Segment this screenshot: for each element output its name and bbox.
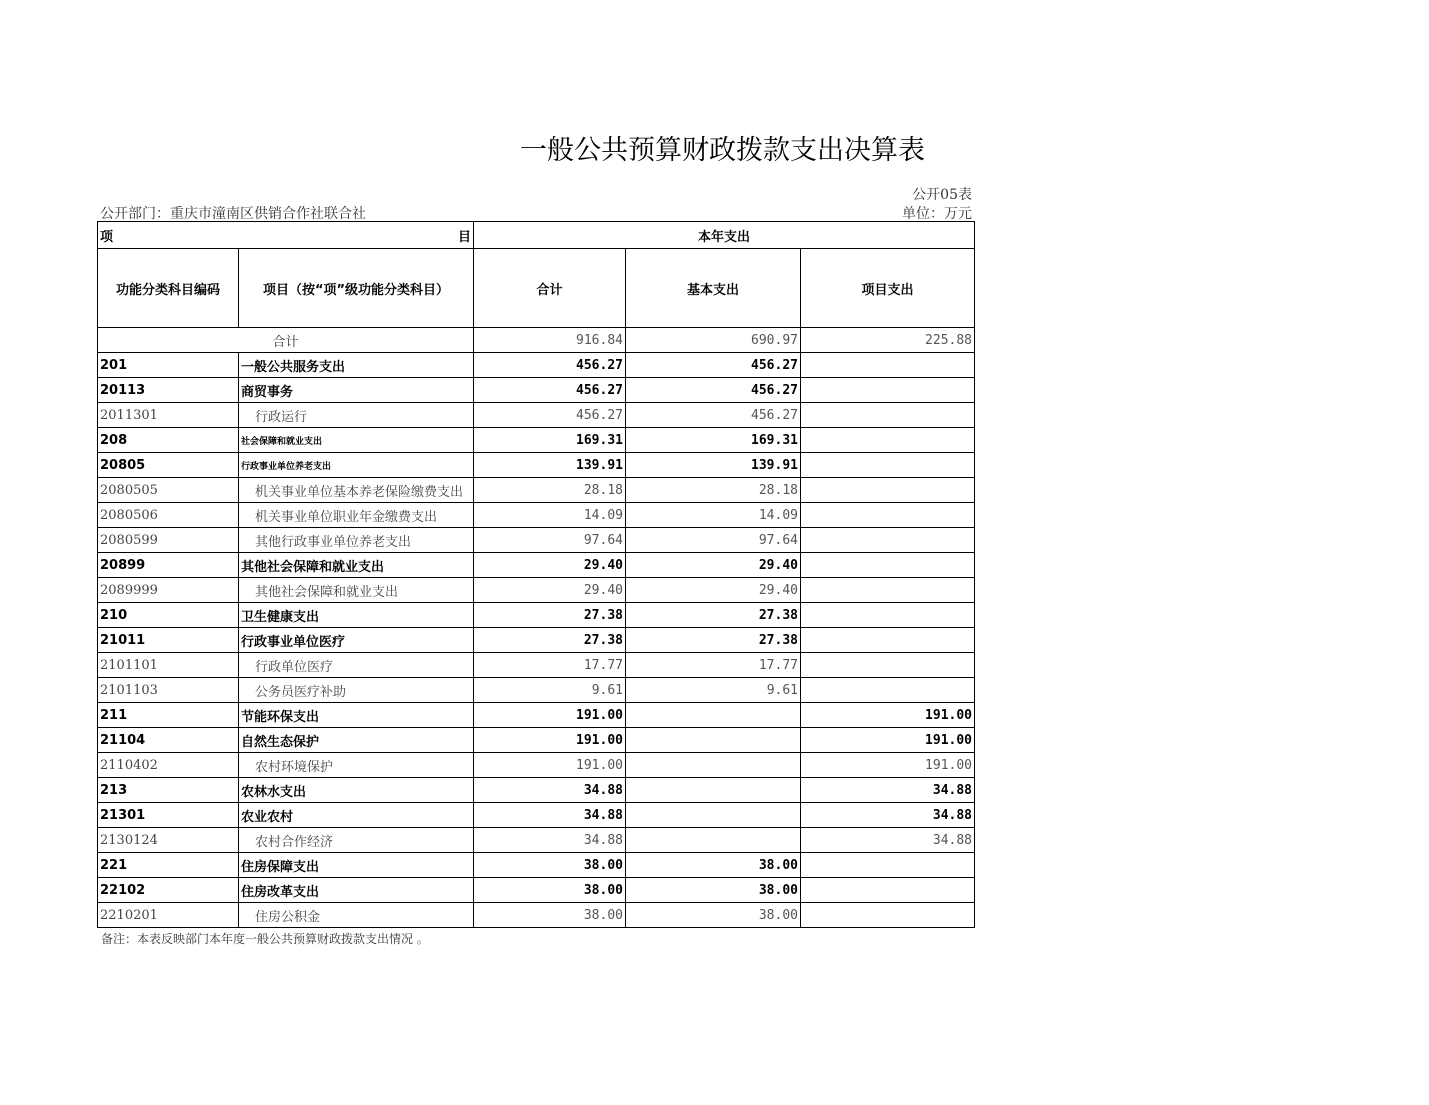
row-name: 社会保障和就业支出 [239,428,474,453]
row-name: 农林水支出 [239,778,474,803]
row-project [801,478,975,503]
table-row [98,578,975,603]
row-total: 34.88 [474,778,626,803]
table-row [98,353,975,378]
row-total: 456.27 [474,378,626,403]
row-total: 191.00 [474,703,626,728]
row-basic [626,728,801,753]
row-total: 169.31 [474,428,626,453]
row-total: 29.40 [474,578,626,603]
row-project: 191.00 [801,728,975,753]
row-code: 2080505 [98,478,239,503]
row-total: 29.40 [474,553,626,578]
row-code: 20899 [98,553,239,578]
row-project [801,903,975,928]
row-code: 201 [98,353,239,378]
table-row [98,903,975,928]
basic-header: 基本支出 [626,249,801,328]
row-project [801,528,975,553]
row-project [801,628,975,653]
total-sum: 916.84 [474,328,626,353]
year-expense-header: 本年支出 [474,222,975,249]
row-basic [626,803,801,828]
table-row [98,678,975,703]
table-row [98,803,975,828]
item-header-cell [98,222,474,249]
table-row [98,553,975,578]
row-basic: 97.64 [626,528,801,553]
row-project [801,503,975,528]
row-basic: 456.27 [626,403,801,428]
row-basic: 9.61 [626,678,801,703]
row-name: 行政事业单位医疗 [239,628,474,653]
row-name: 公务员医疗补助 [239,678,474,703]
row-name: 其他行政事业单位养老支出 [239,528,474,553]
table-row [98,653,975,678]
row-basic: 27.38 [626,628,801,653]
row-code: 21104 [98,728,239,753]
row-project [801,603,975,628]
row-basic: 29.40 [626,578,801,603]
row-code: 211 [98,703,239,728]
row-project: 34.88 [801,778,975,803]
page-title: 一般公共预算财政拨款支出决算表 [520,135,925,166]
row-basic: 38.00 [626,878,801,903]
row-project: 34.88 [801,828,975,853]
unit-label: 单位：万元 [902,206,972,222]
row-total: 38.00 [474,903,626,928]
table-row [98,603,975,628]
row-code: 210 [98,603,239,628]
row-total: 191.00 [474,753,626,778]
row-code: 22102 [98,878,239,903]
code-header: 功能分类科目编码 [98,249,239,328]
department-label: 公开部门：重庆市潼南区供销合作社联合社 [100,206,366,222]
row-basic [626,703,801,728]
project-expense-header: 项目支出 [801,249,975,328]
table-row [98,778,975,803]
row-basic: 17.77 [626,653,801,678]
row-project: 34.88 [801,803,975,828]
row-project [801,578,975,603]
row-basic: 28.18 [626,478,801,503]
row-total: 456.27 [474,353,626,378]
row-total: 27.38 [474,628,626,653]
total-basic: 690.97 [626,328,801,353]
row-project [801,378,975,403]
row-name: 自然生态保护 [239,728,474,753]
row-code: 2101103 [98,678,239,703]
row-name: 机关事业单位基本养老保险缴费支出 [239,478,474,503]
row-name: 农业农村 [239,803,474,828]
row-code: 2080506 [98,503,239,528]
footnote: 备注：本表反映部门本年度一般公共预算财政拨款支出情况 。 [101,932,429,946]
row-project [801,428,975,453]
row-total: 456.27 [474,403,626,428]
row-name: 其他社会保障和就业支出 [239,578,474,603]
row-name: 一般公共服务支出 [239,353,474,378]
header-row-2 [98,249,975,328]
row-basic: 14.09 [626,503,801,528]
table-row [98,878,975,903]
row-name: 商贸事务 [239,378,474,403]
table-row [98,528,975,553]
row-code: 20805 [98,453,239,478]
row-total: 17.77 [474,653,626,678]
row-code: 20113 [98,378,239,403]
row-basic: 456.27 [626,378,801,403]
row-name: 卫生健康支出 [239,603,474,628]
row-project: 191.00 [801,703,975,728]
row-code: 2011301 [98,403,239,428]
row-code: 2089999 [98,578,239,603]
row-basic: 38.00 [626,853,801,878]
row-code: 2101101 [98,653,239,678]
row-code: 21011 [98,628,239,653]
total-row [98,328,975,353]
row-total: 97.64 [474,528,626,553]
row-project [801,878,975,903]
row-name: 农村合作经济 [239,828,474,853]
item-header-right: 目 [457,229,471,245]
row-code: 2080599 [98,528,239,553]
item-header-left: 项 [100,229,114,245]
row-code: 208 [98,428,239,453]
row-name: 农村环境保护 [239,753,474,778]
row-project [801,403,975,428]
expenditure-table [97,221,975,928]
header-row-1 [98,222,975,249]
form-number: 公开05表 [912,187,972,203]
row-code: 221 [98,853,239,878]
table-row [98,403,975,428]
row-total: 34.88 [474,828,626,853]
row-total: 14.09 [474,503,626,528]
row-code: 213 [98,778,239,803]
row-total: 27.38 [474,603,626,628]
row-total: 191.00 [474,728,626,753]
row-project [801,453,975,478]
row-total: 139.91 [474,453,626,478]
row-project: 191.00 [801,753,975,778]
row-name: 节能环保支出 [239,703,474,728]
table-row [98,378,975,403]
row-name: 行政单位医疗 [239,653,474,678]
row-basic: 29.40 [626,553,801,578]
row-code: 2110402 [98,753,239,778]
row-code: 2130124 [98,828,239,853]
table-row [98,503,975,528]
table-row [98,828,975,853]
row-basic: 169.31 [626,428,801,453]
row-total: 38.00 [474,878,626,903]
row-name: 住房改革支出 [239,878,474,903]
table-row [98,628,975,653]
table-row [98,703,975,728]
table-row [98,728,975,753]
row-total: 38.00 [474,853,626,878]
row-basic [626,778,801,803]
row-project [801,678,975,703]
row-project [801,353,975,378]
row-basic: 38.00 [626,903,801,928]
row-total: 34.88 [474,803,626,828]
row-code: 2210201 [98,903,239,928]
row-code: 21301 [98,803,239,828]
row-name: 机关事业单位职业年金缴费支出 [239,503,474,528]
table-row [98,478,975,503]
row-name: 住房保障支出 [239,853,474,878]
row-basic: 456.27 [626,353,801,378]
project-header: 项目（按“项”级功能分类科目） [239,249,474,328]
table-row [98,753,975,778]
total-label: 合计 [98,328,474,353]
table-row [98,428,975,453]
row-total: 9.61 [474,678,626,703]
row-name: 其他社会保障和就业支出 [239,553,474,578]
row-basic: 27.38 [626,603,801,628]
row-basic: 139.91 [626,453,801,478]
row-project [801,653,975,678]
row-basic [626,828,801,853]
total-header: 合计 [474,249,626,328]
row-project [801,853,975,878]
table-row [98,853,975,878]
total-project: 225.88 [801,328,975,353]
row-project [801,553,975,578]
table-row [98,453,975,478]
row-basic [626,753,801,778]
row-name: 行政运行 [239,403,474,428]
row-name: 住房公积金 [239,903,474,928]
row-name: 行政事业单位养老支出 [239,453,474,478]
row-total: 28.18 [474,478,626,503]
